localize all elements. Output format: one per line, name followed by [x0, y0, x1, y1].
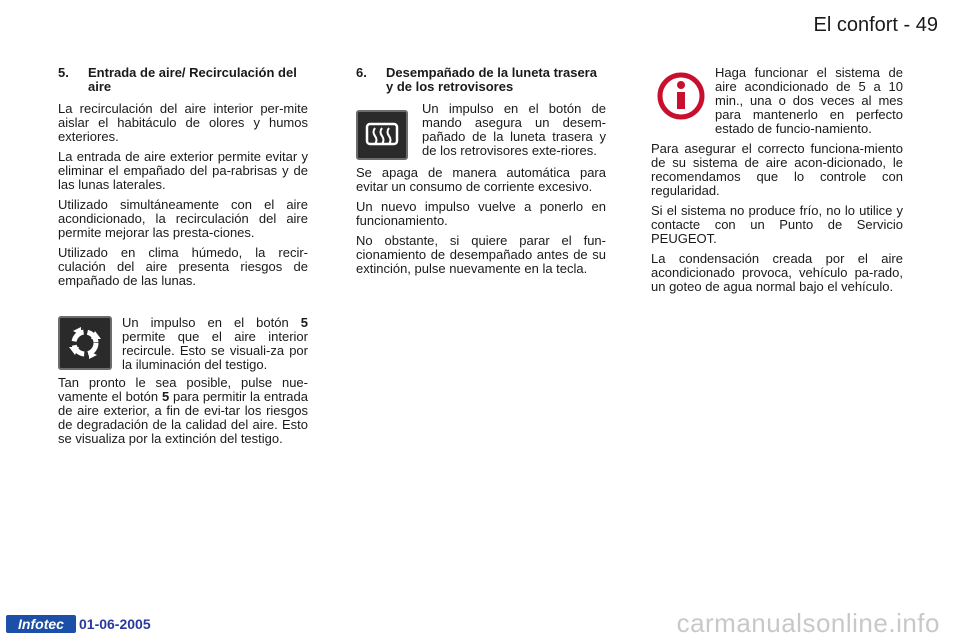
recirculation-icon [65, 323, 105, 363]
paragraph: Para asegurar el correcto funciona-miento de su sistema de aire acon-dicionado, le recomendamos que lo controle con regularidad. [651, 141, 903, 198]
rear-defrost-icon [362, 118, 402, 152]
paragraph: Si el sistema no produce frío, no lo utilice y contacte con un Punto de Servicio PEUGEOT. [651, 203, 903, 246]
paragraph: Se apaga de manera automática para evitar un consumo de corriente excesivo. [356, 165, 606, 194]
note-text: Un impulso en el botón [122, 315, 301, 330]
paragraph: La condensación creada por el aire acondicionado provoca, vehículo pa-rado, un goteo de agua normal bajo el vehículo. [651, 251, 903, 294]
section-5-title [58, 66, 308, 94]
info-note-text: Haga funcionar el sistema de aire acondicionado de 5 a 10 min., una o dos veces al mes para mantenerlo en perfecto estado de funcio-namiento. [715, 65, 903, 136]
paragraph: No obstante, si quiere parar el fun-cionamiento de desempañado antes de su extinción, pulse nuevamente en la tecla. [356, 233, 606, 276]
rear-defrost-button-illustration [356, 110, 408, 160]
button-number: 5 [161, 389, 170, 404]
paragraph-final [58, 376, 308, 446]
footer-date: 01-06-2005 [79, 616, 151, 632]
recirculation-note [58, 316, 308, 372]
column-2 [356, 66, 606, 282]
watermark: carmanualsonline.info [676, 608, 940, 638]
info-badge [655, 70, 707, 122]
recirculation-note-text [122, 316, 308, 372]
recirculation-button-illustration [58, 316, 112, 370]
infotec-logo: Infotec [6, 615, 76, 633]
defrost-note [356, 102, 606, 160]
info-icon [656, 71, 706, 121]
final-text: Tan pronto le sea posible, pulse nue-vamente el botón [58, 375, 308, 404]
column-1 [58, 66, 308, 452]
paragraph: Un nuevo impulso vuelve a ponerlo en funcionamiento. [356, 199, 606, 228]
info-note [651, 66, 903, 136]
column-3 [651, 66, 903, 300]
section-number: 6. [356, 65, 367, 80]
page-header: El confort - 49 [813, 14, 938, 36]
note-text: permite que el aire interior recircule. Esto se visuali-za por la iluminación del testigo. [122, 329, 308, 372]
paragraph: La entrada de aire exterior permite evitar y eliminar el empañado del pa-rabrisas y de las lunas laterales. [58, 149, 308, 192]
paragraph: La recirculación del aire interior per-mite aislar el habitáculo de olores y humos exteriores. [58, 101, 308, 144]
paragraph: Utilizado en clima húmedo, la recir-culación del aire presenta riesgos de empañado de las lunas. [58, 245, 308, 288]
section-number: 5. [58, 65, 69, 80]
defrost-note-text: Un impulso en el botón de mando asegura un desem-pañado de la luneta trasera y de los retrovisores exte-riores. [422, 101, 606, 158]
section-6-title [356, 66, 606, 94]
paragraph: Utilizado simultáneamente con el aire acondicionado, la recirculación del aire permite mejorar las presta-ciones. [58, 197, 308, 240]
button-number: 5 [300, 315, 308, 330]
section-title-text: Desempañado de la luneta trasera y de los retrovisores [386, 65, 597, 94]
section-title-text: Entrada de aire/ Recirculación del aire [88, 65, 297, 94]
final-text: para permitir la entrada de aire exterior, a fin de evi-tar los riesgos de degradación de la calidad del aire. Esto se visualiza por la extinción del testigo. [58, 389, 308, 446]
